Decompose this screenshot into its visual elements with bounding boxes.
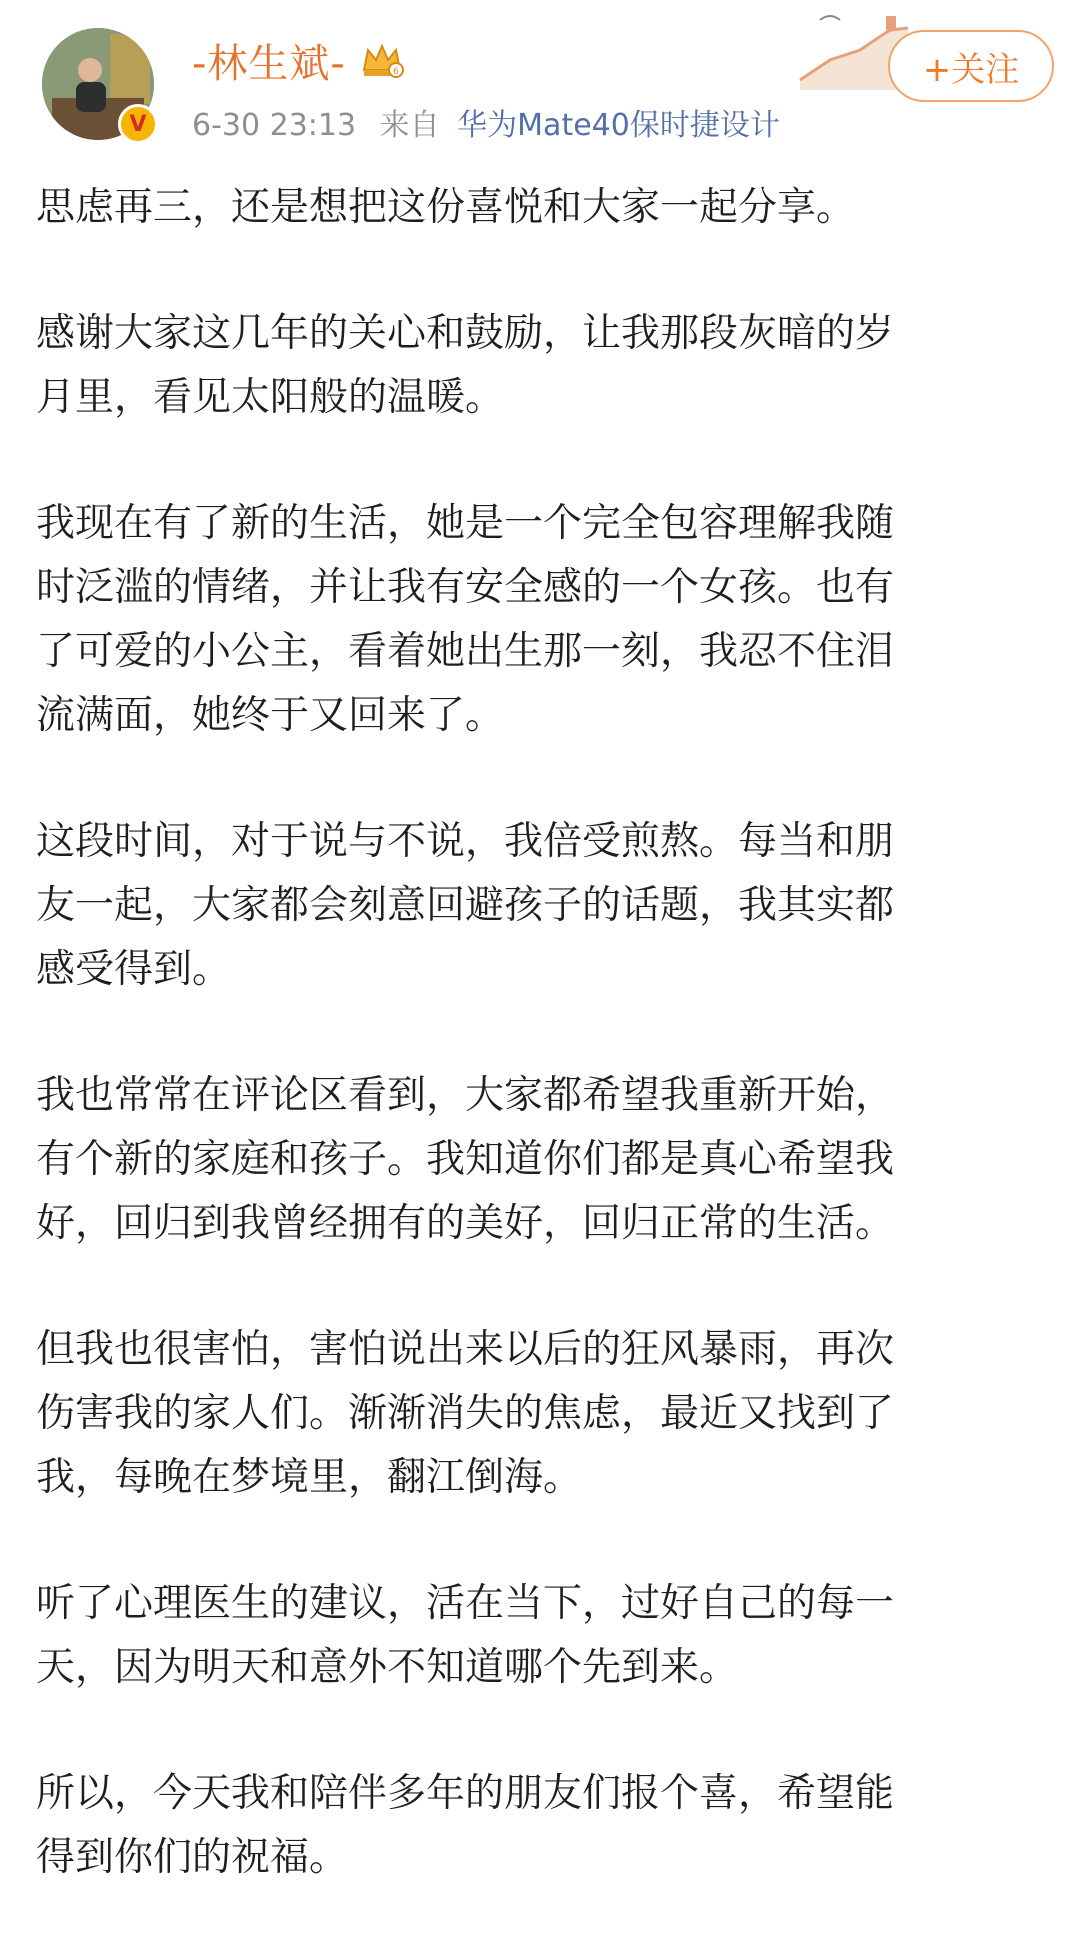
post-paragraph: 这段时间，对于说与不说，我倍受煎熬。每当和朋 友一起，大家都会刻意回避孩子的话题，我其实都 感受得到。 <box>36 819 895 992</box>
post-header <box>0 0 1080 150</box>
username[interactable]: -林生斌- <box>192 41 346 87</box>
follow-button[interactable] <box>888 30 1054 102</box>
verified-badge-icon: V <box>118 104 158 144</box>
follow-label: +关注 <box>922 49 1020 90</box>
post-paragraph: 所以，今天我和陪伴多年的朋友们报个喜，希望能 得到你们的祝福。 <box>36 1771 895 1880</box>
device-source-link[interactable]: 华为Mate40保时捷设计 <box>457 108 780 143</box>
svg-text:6: 6 <box>393 67 399 77</box>
post-paragraph: 但我也很害怕，害怕说出来以后的狂风暴雨，再次 伤害我的家人们。渐渐消失的焦虑，最近又找到了 我，每晚在梦境里，翻江倒海。 <box>36 1327 895 1500</box>
post-paragraph: 我也常常在评论区看到，大家都希望我重新开始， 有个新的家庭和孩子。我知道你们都是真心希望我 好，回归到我曾经拥有的美好，回归正常的生活。 <box>36 1073 895 1246</box>
post-paragraph: 感谢大家这几年的关心和鼓励，让我那段灰暗的岁 月里，看见太阳般的温暖。 <box>36 311 895 420</box>
post-paragraph: 听了心理医生的建议，活在当下，过好自己的每一 天，因为明天和意外不知道哪个先到来。 <box>36 1581 895 1690</box>
post-paragraph: 我现在有了新的生活，她是一个完全包容理解我随 时泛滥的情绪，并让我有安全感的一个女孩。也有 了可爱的小公主，看着她出生那一刻，我忍不住泪 流满面，她终于又回来了。 <box>36 501 895 738</box>
post-meta <box>192 100 780 144</box>
crown-icon <box>360 40 404 80</box>
source-prefix: 来自 <box>379 108 440 143</box>
post-timestamp: 6-30 23:13 <box>192 108 357 143</box>
post-paragraph: 思虑再三，还是想把这份喜悦和大家一起分享。 <box>36 185 856 230</box>
post-content <box>36 176 1046 1952</box>
